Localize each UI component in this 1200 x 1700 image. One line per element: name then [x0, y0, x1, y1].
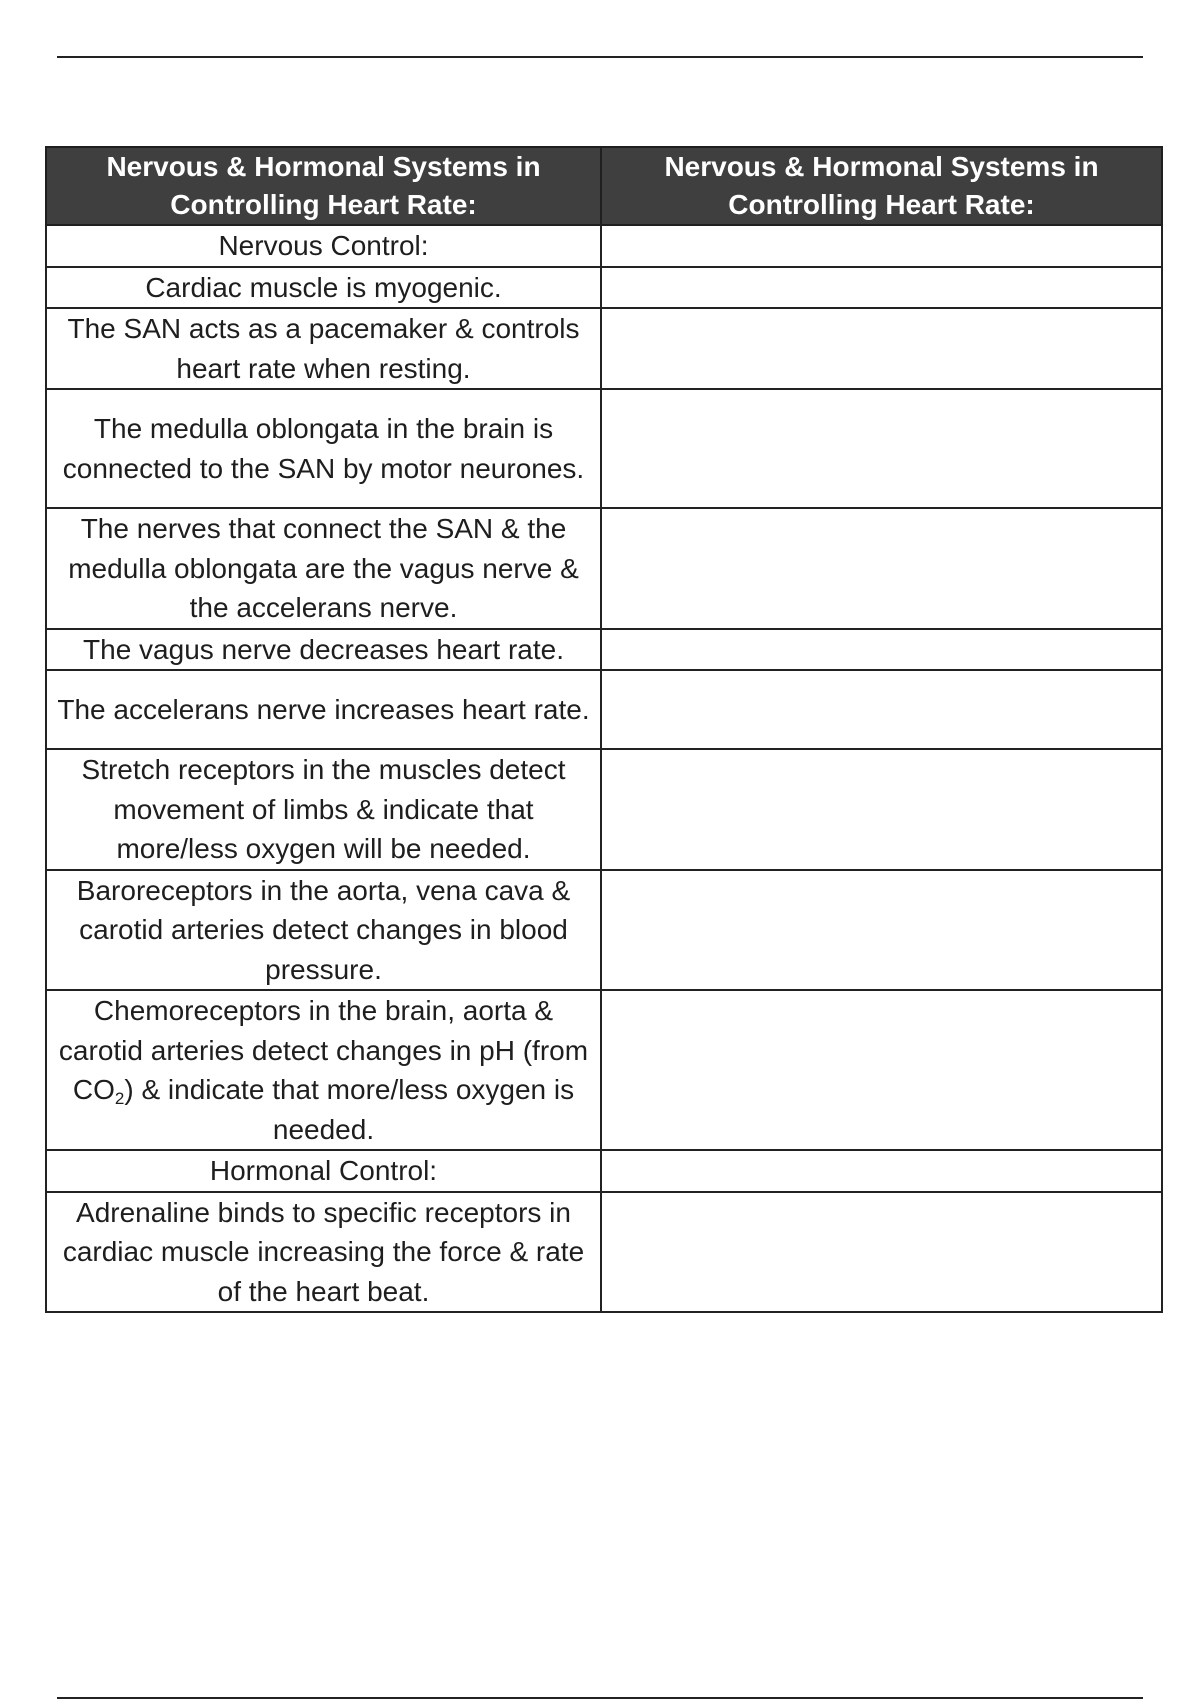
answer-cell[interactable]: [601, 670, 1162, 749]
answer-cell[interactable]: [601, 1150, 1162, 1192]
table-row: [46, 1150, 1162, 1192]
table-header-row: [46, 147, 1162, 225]
statement-cell: Cardiac muscle is myogenic.: [46, 267, 601, 309]
table-row: [46, 990, 1162, 1150]
table-row: [46, 870, 1162, 991]
table-row: [46, 670, 1162, 749]
answer-cell[interactable]: [601, 749, 1162, 870]
statement-cell: The SAN acts as a pacemaker & controls heart rate when resting.: [46, 308, 601, 389]
table-row: [46, 225, 1162, 267]
table-row: [46, 267, 1162, 309]
answer-cell[interactable]: [601, 1192, 1162, 1313]
answer-cell[interactable]: [601, 508, 1162, 629]
answer-cell[interactable]: [601, 990, 1162, 1150]
answer-cell[interactable]: [601, 629, 1162, 671]
answer-cell[interactable]: [601, 870, 1162, 991]
table-row: [46, 308, 1162, 389]
answer-cell[interactable]: [601, 225, 1162, 267]
statement-cell: The vagus nerve decreases heart rate.: [46, 629, 601, 671]
statement-cell: Stretch receptors in the muscles detect movement of limbs & indicate that more/less oxygen will be needed.: [46, 749, 601, 870]
header-rule: [57, 56, 1143, 58]
column-header-left: Nervous & Hormonal Systems in Controlling Heart Rate:: [46, 147, 601, 225]
worksheet-table: [45, 146, 1163, 1313]
statement-text-before: Chemoreceptors in the brain, aorta & carotid arteries detect changes in pH (from CO: [58, 995, 589, 1105]
footer-rule: [57, 1697, 1143, 1699]
column-header-right: Nervous & Hormonal Systems in Controlling Heart Rate:: [601, 147, 1162, 225]
statement-text-after: ) & indicate that more/less oxygen is needed.: [124, 1074, 575, 1145]
table-row: [46, 389, 1162, 508]
statement-cell: The accelerans nerve increases heart rate.: [46, 670, 601, 749]
statement-cell: The nerves that connect the SAN & the medulla oblongata are the vagus nerve & the accelerans nerve.: [46, 508, 601, 629]
answer-cell[interactable]: [601, 389, 1162, 508]
statement-cell-chemoreceptors: [46, 990, 601, 1150]
statement-cell: Baroreceptors in the aorta, vena cava & carotid arteries detect changes in blood pressure.: [46, 870, 601, 991]
table-row: [46, 508, 1162, 629]
section-heading-nervous-control: Nervous Control:: [46, 225, 601, 267]
table-row: [46, 629, 1162, 671]
table-row: [46, 1192, 1162, 1313]
answer-cell[interactable]: [601, 308, 1162, 389]
co2-subscript: 2: [114, 1089, 125, 1108]
table-row: [46, 749, 1162, 870]
section-heading-hormonal-control: Hormonal Control:: [46, 1150, 601, 1192]
answer-cell[interactable]: [601, 267, 1162, 309]
statement-cell: The medulla oblongata in the brain is connected to the SAN by motor neurones.: [46, 389, 601, 508]
statement-cell: Adrenaline binds to specific receptors in cardiac muscle increasing the force & rate of the heart beat.: [46, 1192, 601, 1313]
